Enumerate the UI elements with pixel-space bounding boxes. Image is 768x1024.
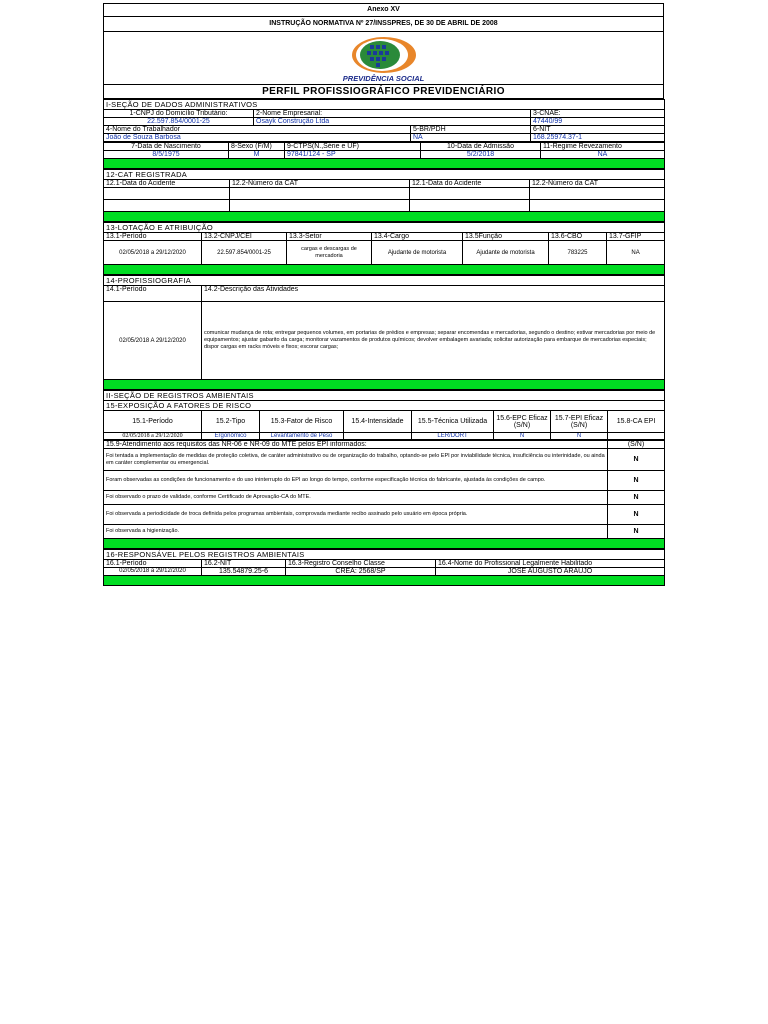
requirement-value: N <box>608 471 665 491</box>
risk-section <box>103 390 665 440</box>
cat-cell <box>530 188 665 200</box>
personal-row <box>103 142 665 169</box>
requirement-value: N <box>608 449 665 471</box>
risk-header: 15.3-Fator de Risco <box>260 411 344 433</box>
admission-value: 5/2/2018 <box>421 151 541 159</box>
risk-header: 15.2-Tipo <box>202 411 260 433</box>
responsible-header: 16.2-NIT <box>202 560 286 568</box>
risk-epi: N <box>551 433 608 440</box>
lotacao-header: 13.7-GFIP <box>607 233 665 241</box>
sex-value: M <box>229 151 285 159</box>
admin-section <box>103 99 665 142</box>
cat-cell <box>230 188 410 200</box>
ctps-label: 9-CTPS(N.,Série e UF) <box>285 143 421 151</box>
birth-value: 8/5/1975 <box>104 151 229 159</box>
company-label: 2-Nome Empresarial: <box>254 110 531 118</box>
cnae-label: 3-CNAE: <box>531 110 665 118</box>
requirement-value: N <box>608 491 665 505</box>
instruction-label: INSTRUÇÃO NORMATIVA Nº 27/INSSPRES, DE 30 DE ABRIL DE 2008 <box>269 20 498 27</box>
responsible-header: 16.3-Registro Conselho Classe <box>286 560 436 568</box>
green-separator <box>104 265 665 275</box>
lotacao-cargo: Ajudante de motorista <box>372 241 463 265</box>
requirement-text: Foram observadas as condições de funcionamento e do uso ininterrupto do EPI ao longo do tempo, conforme especificação técnica do fabricante, ajustada às condições de campo. <box>104 471 608 491</box>
risk-header: 15.5-Técnica Utilizada <box>412 411 494 433</box>
requirement-text: Foi observada a periodicidade de troca definida pelos programas ambientais, comprovada mediante recibo assinado pelo usuário em época própria. <box>104 505 608 525</box>
cat-cell <box>104 200 230 212</box>
lotacao-funcao: Ajudante de motorista <box>463 241 549 265</box>
logo-area <box>103 31 664 84</box>
section-title: 12-CAT REGISTRADA <box>104 170 665 180</box>
responsible-section <box>103 549 665 586</box>
epi-requirements <box>103 440 665 549</box>
br-label: 5-BR/PDH <box>411 126 531 134</box>
responsible-header: 16.1-Período <box>104 560 202 568</box>
green-separator <box>104 380 665 390</box>
lotacao-header: 13.5Função <box>463 233 549 241</box>
cat-col-header: 12.2-Número da CAT <box>230 180 410 188</box>
risk-header: 15.4-Intensidade <box>344 411 412 433</box>
section-subtitle: 15-EXPOSIÇÃO A FATORES DE RISCO <box>104 401 665 411</box>
cat-cell <box>230 200 410 212</box>
green-separator <box>104 212 665 222</box>
risk-epc: N <box>494 433 551 440</box>
section-title: 13-LOTAÇÃO E ATRIBUIÇÃO <box>104 223 665 233</box>
cat-col-header: 12.1-Data do Acidente <box>104 180 230 188</box>
logo-caption: PREVIDÊNCIA SOCIAL <box>342 74 425 83</box>
worker-value: João de Souza Barbosa <box>104 134 411 142</box>
green-separator <box>104 159 665 169</box>
regime-value: NA <box>541 151 665 159</box>
responsible-nit: 135.54879.25-6 <box>202 568 286 576</box>
sex-label: 8-Sexo (F/M) <box>229 143 285 151</box>
risk-header: 15.7-EPI Eficaz (S/N) <box>551 411 608 433</box>
risk-period: 02/05/2018 a 29/12/2020 <box>104 433 202 440</box>
section-title: 14-PROFISSIOGRAFIA <box>104 276 665 286</box>
risk-type: Ergonômico <box>202 433 260 440</box>
ctps-value: 97841/124 - SP <box>285 151 421 159</box>
risk-intensity <box>344 433 412 440</box>
lotacao-section <box>103 222 665 275</box>
profissiografia-header: 14.2-Descrição das Atividades <box>202 286 665 302</box>
activity-period: 02/05/2018 A 29/12/2020 <box>104 302 202 380</box>
lotacao-cbo: 783225 <box>549 241 607 265</box>
responsible-name: JOSÉ AUGUSTO ARAÚJO <box>436 568 665 576</box>
nit-label: 6-NIT <box>531 126 665 134</box>
previdencia-logo-icon <box>348 35 420 75</box>
cat-col-header: 12.1-Data do Acidente <box>410 180 530 188</box>
risk-header: 15.8-CA EPI <box>608 411 665 433</box>
lotacao-header: 13.3-Setor <box>287 233 372 241</box>
risk-technique: LER/DORT <box>412 433 494 440</box>
requirement-text: Foi observado o prazo de validade, conforme Certificado de Aprovação-CA do MTE. <box>104 491 608 505</box>
lotacao-header: 13.4-Cargo <box>372 233 463 241</box>
annex-label: Anexo XV <box>104 4 663 17</box>
profissiografia-section <box>103 275 665 390</box>
activity-description: comunicar mudança de rota; entregar pequenos volumes, em portarias de prédios e empresas; separar encomendas e mercadorias, segundo o destino; estivar mercadorias por meio de equipamentos; ajustar gabarito da carga; monitorar vazamentos de produtos químicos; devolver embalagem avariada; solicitar autorização para embarque de mercadorias especiais; dispor cargas em racks móveis e fixos; escorar cargas; <box>202 302 665 380</box>
cat-col-header: 12.2-Número da CAT <box>530 180 665 188</box>
lotacao-cnpj: 22.597.854/0001-25 <box>202 241 287 265</box>
lotacao-gfip: NA <box>607 241 665 265</box>
cnpj-label: 1-CNPJ do Domicílio Tributário: <box>104 110 254 118</box>
form-header <box>103 3 664 31</box>
br-value: NA <box>411 134 531 142</box>
ppp-form <box>103 3 664 586</box>
risk-header: 15.6-EPC Eficaz (S/N) <box>494 411 551 433</box>
lotacao-header: 13.1-Período <box>104 233 202 241</box>
responsible-crea: CREA: 2568/SP <box>286 568 436 576</box>
green-separator <box>104 539 665 549</box>
birth-label: 7-Data de Nascimento <box>104 143 229 151</box>
cat-cell <box>104 188 230 200</box>
requirement-value: N <box>608 525 665 539</box>
lotacao-header: 13.6-CBO <box>549 233 607 241</box>
cat-section <box>103 169 665 222</box>
lotacao-setor: cargas e descargas de mercadoria <box>287 241 372 265</box>
cnpj-value: 22.597.854/0001-25 <box>104 118 254 126</box>
lotacao-header: 13.2-CNPJ/CEI <box>202 233 287 241</box>
risk-ca <box>608 433 665 440</box>
cat-cell <box>410 200 530 212</box>
cat-cell <box>530 200 665 212</box>
profissiografia-header: 14.1-Período <box>104 286 202 302</box>
requirement-text: Foi tentada a implementação de medidas de proteção coletiva, de caráter administrativo ou de organização do trabalho, optando-se pelo EPI por inviabilidade técnica, insuficiência ou interinidade, ou ainda em caráter complementar ou emergencial. <box>104 449 608 471</box>
lotacao-period: 02/05/2018 a 29/12/2020 <box>104 241 202 265</box>
admission-label: 10-Data de Admissão <box>421 143 541 151</box>
sn-label: (S/N) <box>608 441 665 449</box>
green-separator <box>104 576 665 586</box>
company-value: Osayk Construção Ltda <box>254 118 531 126</box>
section-title: I-SEÇÃO DE DADOS ADMINISTRATIVOS <box>104 100 665 110</box>
cnae-value: 47440/99 <box>531 118 665 126</box>
worker-label: 4-Nome do Trabalhador <box>104 126 411 134</box>
page-title: PERFIL PROFISSIOGRÁFICO PREVIDENCIÁRIO <box>103 84 664 99</box>
section-title: 16-RESPONSÁVEL PELOS REGISTROS AMBIENTAIS <box>104 550 665 560</box>
nit-value: 168.25974.37-1 <box>531 134 665 142</box>
section-title: II-SEÇÃO DE REGISTROS AMBIENTAIS <box>104 391 665 401</box>
regime-label: 11-Regime Revezamento <box>541 143 665 151</box>
risk-header: 15.1-Período <box>104 411 202 433</box>
risk-factor: Levantamento de Peso <box>260 433 344 440</box>
responsible-header: 16.4-Nome do Profissional Legalmente Habilitado <box>436 560 665 568</box>
requirement-value: N <box>608 505 665 525</box>
cat-cell <box>410 188 530 200</box>
epi-title: 15.9-Atendimento aos requisitos das NR-06 e NR-09 do MTE pelos EPI informados: <box>104 441 608 449</box>
responsible-period: 02/05/2018 a 29/12/2020 <box>104 568 202 576</box>
requirement-text: Foi observada a higienização. <box>104 525 608 539</box>
